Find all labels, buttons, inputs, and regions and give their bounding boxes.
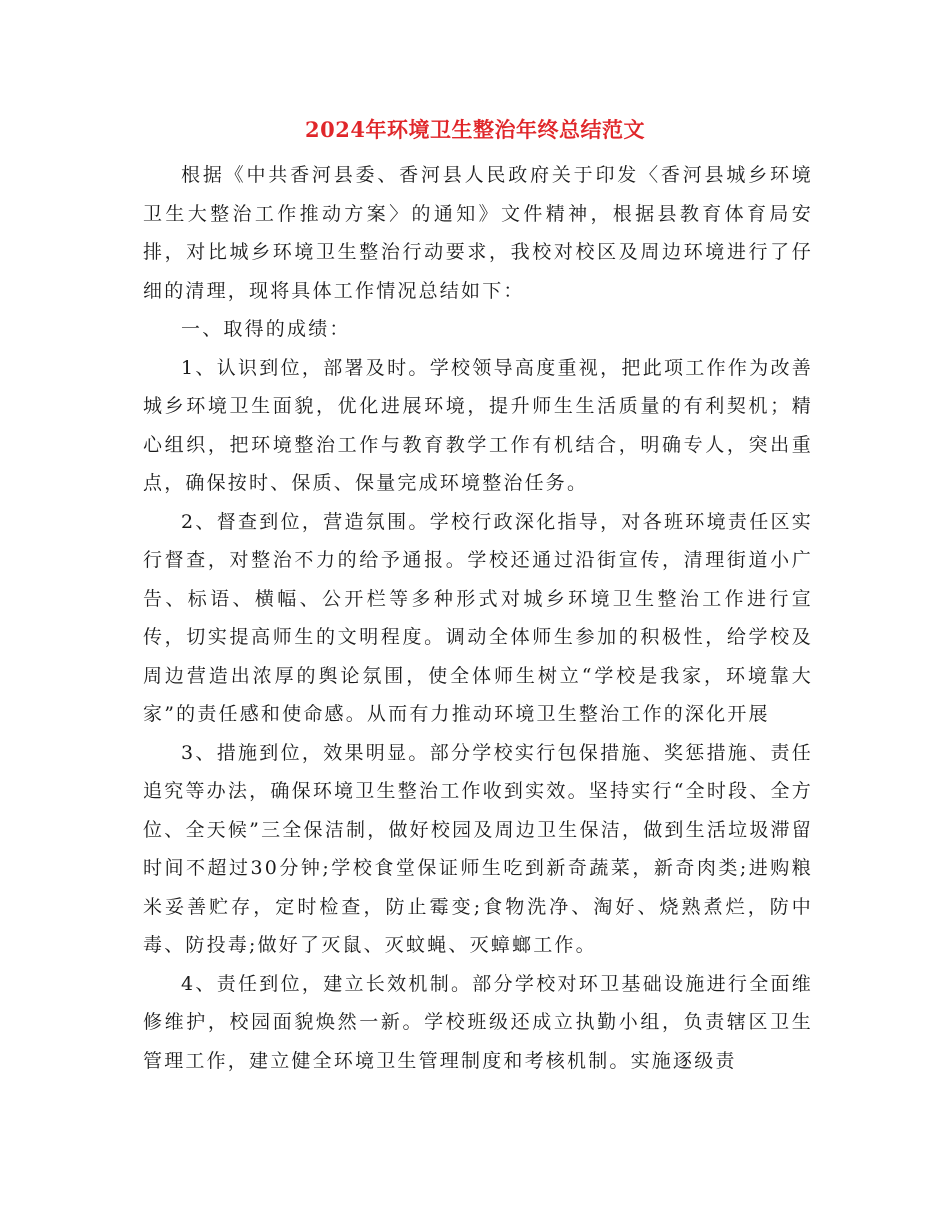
paragraph-item-3: 3、措施到位，效果明显。部分学校实行包保措施、奖惩措施、责任追究等办法，确保环境卫生整治工作收到实效。坚持实行“全时段、全方位、全天候”三全保洁制，做好校园及周边卫生保洁，做到生活垃圾滞留时间不超过30分钟;学校食堂保证师生吃到新奇蔬菜，新奇肉类;进购粮米妥善贮存，定时检查，防止霉变;食物洗净、淘好、烧熟煮烂，防中毒、防投毒;做好了灭鼠、灭蚊蝇、灭蟑螂工作。 <box>143 741 813 956</box>
paragraph-intro: 根据《中共香河县委、香河县人民政府关于印发〈香河县城乡环境卫生大整治工作推动方案〉的通知》文件精神，根据县教育体育局安排，对比城乡环境卫生整治行动要求，我校对校区及周边环境进行了仔细的清理，现将具体工作情况总结如下： <box>143 164 813 302</box>
paragraph-section-heading: 一、取得的成绩： <box>181 318 351 340</box>
document-title: 2024年环境卫生整治年终总结范文 <box>305 117 645 142</box>
paragraph-item-2: 2、督查到位，营造氛围。学校行政深化指导，对各班环境责任区实行督查，对整治不力的给予通报。学校还通过沿街宣传，清理街道小广告、标语、横幅、公开栏等多种形式对城乡环境卫生整治工作进行宣传，切实提高师生的文明程度。调动全体师生参加的积极性，给学校及周边营造出浓厚的舆论氛围，使全体师生树立“学校是我家，环境靠大家”的责任感和使命感。从而有力推动环境卫生整治工作的深化开展 <box>143 510 813 725</box>
paragraph-item-4: 4、责任到位，建立长效机制。部分学校对环卫基础设施进行全面维修维护，校园面貌焕然一新。学校班级还成立执勤小组，负责辖区卫生管理工作，建立健全环境卫生管理制度和考核机制。实施逐级责 <box>143 972 813 1072</box>
document-body <box>143 156 813 1080</box>
paragraph-item-1: 1、认识到位，部署及时。学校领导高度重视，把此项工作作为改善城乡环境卫生面貌，优化进展环境，提升师生生活质量的有利契机；精心组织，把环境整治工作与教育教学工作有机结合，明确专人，突出重点，确保按时、保质、保量完成环境整治任务。 <box>143 356 813 494</box>
